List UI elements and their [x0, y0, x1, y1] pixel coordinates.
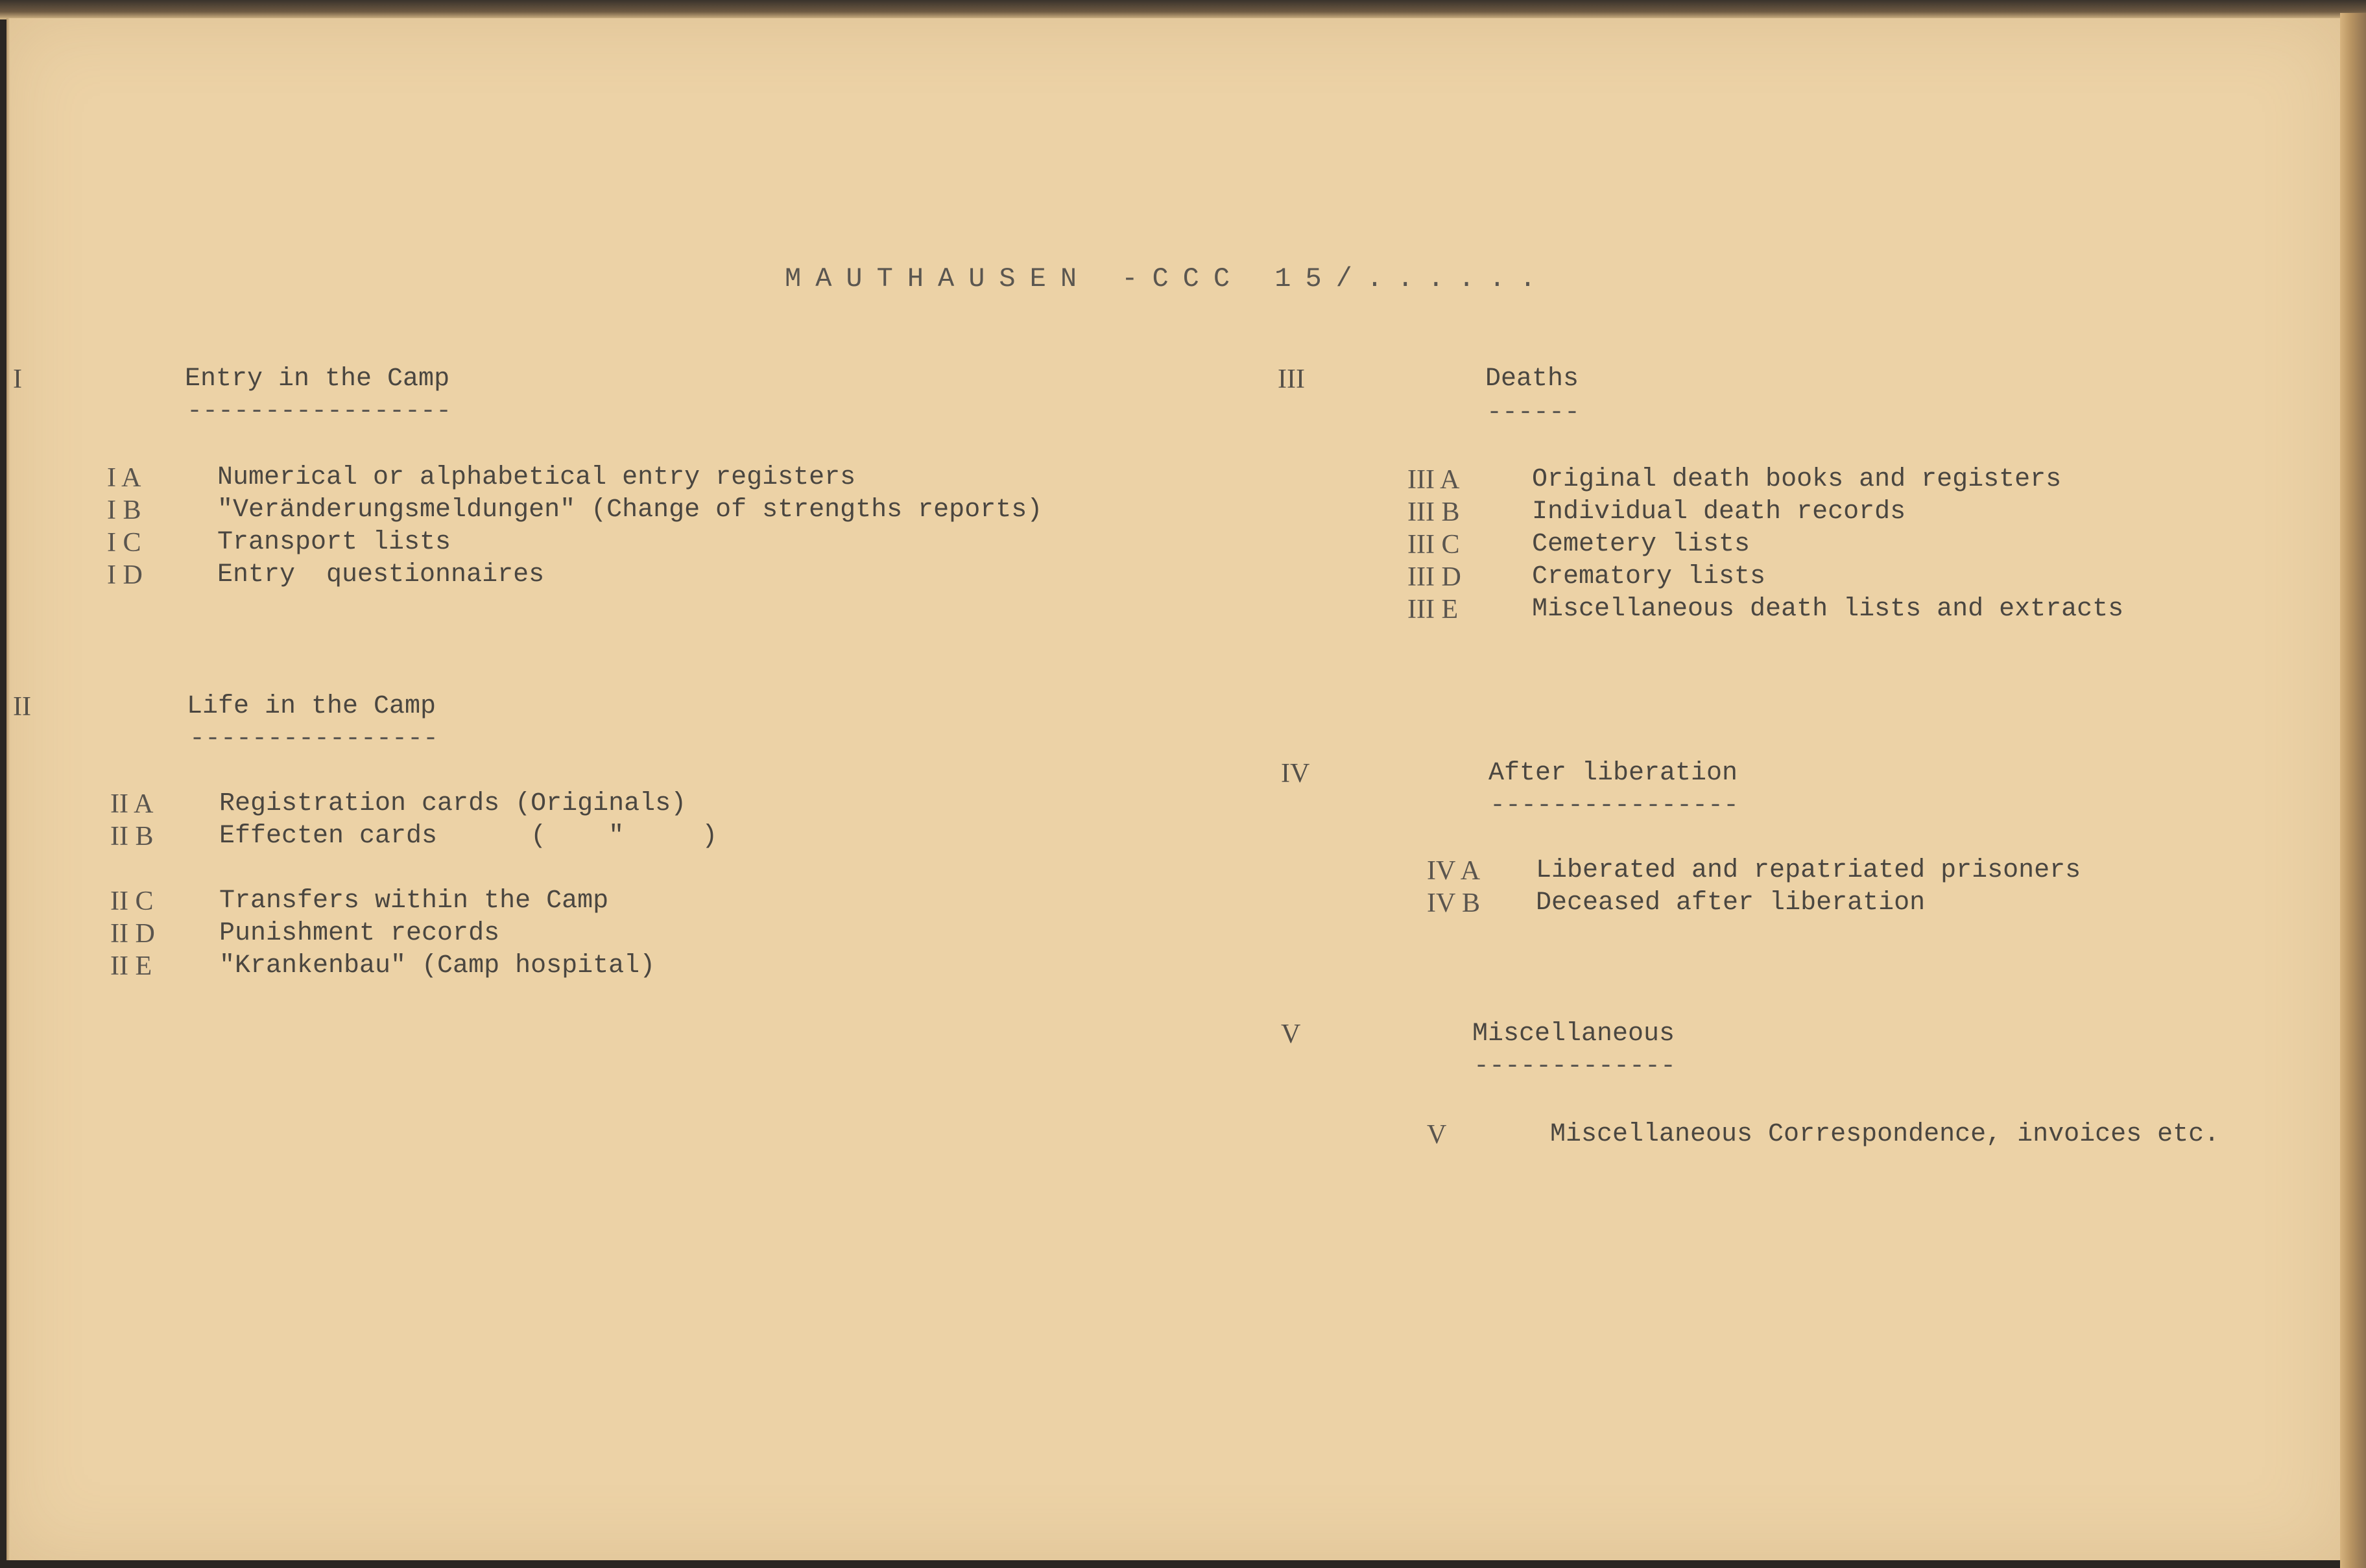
item-text: "Krankenbau" (Camp hospital): [219, 951, 656, 980]
item-code: III A: [1407, 465, 1460, 495]
section-heading-ii: Life in the Camp: [187, 692, 436, 721]
item-text: Punishment records: [219, 919, 500, 948]
item-code: II B: [110, 822, 154, 851]
section-numeral-ii: II: [13, 692, 31, 722]
item-text: Transport lists: [217, 528, 451, 557]
item-code: I C: [107, 528, 141, 558]
item-code: II D: [110, 919, 155, 949]
item-code: III B: [1407, 497, 1460, 527]
item-text: Liberated and repatriated prisoners: [1536, 856, 2081, 885]
item-text: Miscellaneous Correspondence, invoices etc.: [1550, 1120, 2220, 1149]
item-code: IV B: [1427, 888, 1481, 918]
section-numeral-iv: IV: [1281, 759, 1310, 789]
item-code: II A: [110, 789, 154, 819]
item-text: Registration cards (Originals): [219, 789, 687, 818]
item-text: Crematory lists: [1532, 562, 1766, 591]
section-numeral-iii: III: [1278, 364, 1305, 394]
item-code: IV A: [1427, 856, 1481, 886]
item-text: Cemetery lists: [1532, 530, 1751, 559]
item-text: Transfers within the Camp: [219, 886, 609, 916]
section-numeral-i: I: [13, 364, 22, 394]
section-heading-i: Entry in the Camp: [185, 364, 450, 394]
section-underline-i: -----------------: [187, 397, 452, 426]
section-underline-iii: ------: [1487, 398, 1581, 427]
section-underline-ii: ----------------: [189, 724, 439, 754]
left-binding-edge: [6, 18, 10, 1560]
item-text: Miscellaneous death lists and extracts: [1532, 595, 2124, 624]
item-code: III D: [1407, 562, 1461, 592]
item-code: I B: [107, 495, 141, 525]
item-text: Individual death records: [1532, 497, 1906, 527]
item-text: Effecten cards ( " ): [219, 822, 718, 851]
right-page-stack: [2340, 13, 2366, 1568]
section-numeral-v: V: [1281, 1019, 1301, 1049]
item-code: I A: [107, 463, 141, 493]
item-code: III C: [1407, 530, 1460, 560]
top-page-edge: [0, 0, 2366, 19]
item-code: I D: [107, 560, 143, 590]
item-code: III E: [1407, 595, 1459, 624]
section-heading-v: Miscellaneous: [1472, 1019, 1675, 1049]
section-underline-v: -------------: [1474, 1052, 1677, 1081]
item-text: "Veränderungsmeldungen" (Change of strengths reports): [217, 495, 1043, 525]
item-text: Entry questionnaires: [217, 560, 545, 589]
section-heading-iv: After liberation: [1488, 759, 1738, 788]
section-heading-iii: Deaths: [1485, 364, 1579, 394]
item-code: II E: [110, 951, 152, 981]
item-text: Original death books and registers: [1532, 465, 2062, 494]
item-code: V: [1427, 1120, 1447, 1150]
item-text: Deceased after liberation: [1536, 888, 1926, 918]
item-code: II C: [110, 886, 154, 916]
item-text: Numerical or alphabetical entry registers: [217, 463, 856, 492]
document-title: MAUTHAUSEN -CCC 15/......: [785, 263, 1551, 294]
section-underline-iv: ----------------: [1490, 791, 1739, 820]
